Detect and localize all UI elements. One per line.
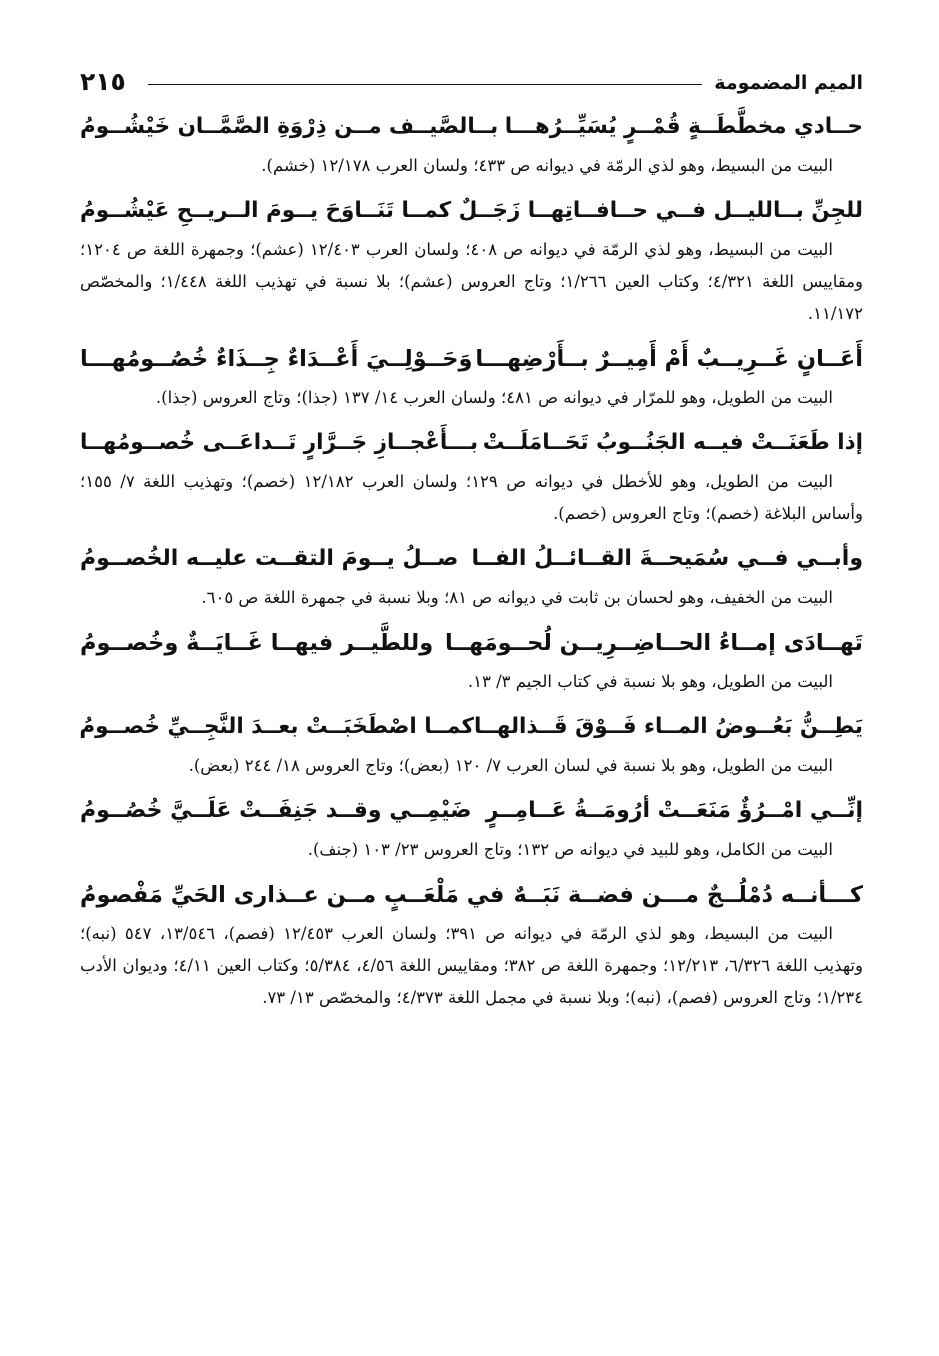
verse-entry — [80, 104, 863, 182]
verse-commentary: البيت من الطويل، وهو بلا نسبة في لسان العرب ٧/ ١٢٠ (بعض)؛ وتاج العروس ١٨/ ٢٤٤ (بعض). — [188, 756, 833, 775]
verse-second-half: وَحَــوْلِــيَ أَعْــدَاءٌ جِــذَاءٌ خُصُــومُهـــا — [80, 346, 473, 372]
verse-second-half: كمــا تَنَــاوَحَ يــومَ الــريــحِ عَيْشُــومُ — [80, 198, 452, 223]
running-title: الميم المضمومة — [714, 72, 863, 94]
verse-first-half: تَهــادَى إمــاءُ الحــاضِــرِيــن لُحــومَهــا — [445, 630, 863, 656]
verse-line — [80, 188, 863, 234]
verse-first-half: أَعَــانٍ غَــرِيــبٌ أَمْ أَمِيــرٌ بــأَرْضِهـــا — [475, 346, 863, 372]
verse-entry — [80, 536, 863, 614]
verse-commentary: البيت من الطويل، وهو بلا نسبة في كتاب الجيم ٣/ ١٣. — [467, 672, 833, 691]
verse-commentary: البيت من الخفيف، وهو لحسان بن ثابت في ديوانه ص ٨١؛ وبلا نسبة في جمهرة اللغة ص ٦٠٥. — [201, 588, 833, 607]
verse-entry — [80, 872, 863, 1014]
verse-second-half: بـــأَعْجــازِ جَــرَّارٍ تَــداعَــى خُصــومُهــا — [80, 430, 479, 455]
verse-commentary: البيت من الطويل، وهو للأخطل في ديوانه ص ١٢٩؛ ولسان العرب ١٢/١٨٢ (خصم)؛ وتهذيب اللغة ٧/ ١٥٥؛ وأساس البلاغة (خصم)؛ وتاج العروس (خصم). — [80, 472, 863, 523]
verse-entry — [80, 704, 863, 782]
verse-commentary: البيت من البسيط، وهو لذي الرمّة في ديوانه ص ٤٣٣؛ ولسان العرب ١٢/١٧٨ (خشم). — [261, 156, 833, 175]
verse-second-half: في مَلْعَــبٍ مــن عــذارى الحَيِّ مَفْصومُ — [80, 882, 505, 908]
verse-line — [80, 788, 863, 834]
verse-entry — [80, 788, 863, 866]
verse-commentary: البيت من البسيط، وهو لذي الرمّة في ديوانه ص ٤٠٨؛ ولسان العرب ١٢/٤٠٣ (عشم)؛ وجمهرة اللغة ص ١٢٠٤؛ ومقاييس اللغة ٤/٣٢١؛ وكتاب العين ١/٢٦٦؛ وتاج العروس (عشم)؛ بلا نسبة في تهذيب اللغة ١/٤٤٨؛ والمخصّص ١١/١٧٢. — [80, 240, 863, 323]
verse-line — [80, 704, 863, 750]
verse-entry — [80, 620, 863, 698]
verse-first-half: للجِنِّ بــالليــل فــي حــافــاتِهــا زَجَــلٌ — [458, 198, 863, 223]
verse-first-half: حــادي مخطَّطَــةٍ قُمْــرٍ يُسَيِّــرُهـــا — [504, 114, 863, 139]
verse-commentary: البيت من الطويل، وهو للمرّار في ديوانه ص ٤٨١؛ ولسان العرب ١٤/ ١٣٧ (جذا)؛ وتاج العروس (جذا). — [155, 388, 833, 407]
page-number: ٢١٥ — [80, 67, 126, 96]
verse-entry — [80, 336, 863, 414]
verse-line — [80, 620, 863, 666]
verse-first-half: إذا طَعَنَــتْ فيــه الجَنُــوبُ تَحَــامَلَــتْ — [482, 430, 863, 455]
verse-first-half: إنِّــي امْــرُؤٌ مَنَعَــتْ أرُومَــةُ عَــامِــرٍ — [485, 798, 863, 823]
verse-line — [80, 872, 863, 918]
verse-line — [80, 336, 863, 382]
book-page — [80, 52, 863, 1020]
entries-list — [80, 104, 863, 1014]
verse-second-half: صــلُ يــومَ التقــت عليــه الخُصــومُ — [80, 546, 459, 571]
verse-commentary: البيت من البسيط، وهو لذي الرمّة في ديوانه ص ٣٩١؛ ولسان العرب ١٢/٤٥٣ (فصم)، ١٣/٥٤٦، ٥٤٧ (نبه)؛ وتهذيب اللغة ٦/٣٢٦، ١٢/٢١٣؛ وجمهرة اللغة ص ٣٨٢؛ ومقاييس اللغة ٤/٥٦، ٥/٣٨٤؛ وكتاب العين ٤/١١؛ وديوان الأدب ١/٢٣٤؛ وتاج العروس (فصم)، (نبه)؛ وبلا نسبة في مجمل اللغة ٤/٣٧٣؛ والمخصّص ١٣/ ٧٣. — [80, 924, 863, 1007]
verse-line — [80, 536, 863, 582]
verse-first-half: يَطِــنُّ بَعُــوضُ المــاء فَــوْقَ قَــذالهــا — [473, 714, 863, 739]
verse-line — [80, 104, 863, 150]
verse-line — [80, 420, 863, 466]
verse-second-half: وللطَّيــر فيهــا غَــايَــةٌ وخُصــومُ — [80, 630, 434, 656]
verse-second-half: ضَيْمِــي وقــد جَنِفَــتْ عَلَــيَّ خُصُــومُ — [80, 798, 472, 823]
verse-second-half: كمــا اصْطَخَبَــتْ بعــدَ النَّجِــيِّ خُصــومُ — [79, 714, 474, 739]
verse-commentary: البيت من الكامل، وهو للبيد في ديوانه ص ١٣٢؛ وتاج العروس ٢٣/ ١٠٣ (جنف). — [307, 840, 833, 859]
header-rule — [148, 84, 703, 85]
verse-second-half: بــالصَّيــف مــن ذِرْوَةِ الصَّمَّــان خَيْشُــومُ — [80, 114, 499, 139]
verse-first-half: كـــأنــه دُمْلُــجٌ مـــن فضــة نَبَــهٌ — [513, 882, 863, 908]
verse-entry — [80, 420, 863, 530]
page-header — [80, 52, 863, 94]
verse-first-half: وأبــي فــي سُمَيحــةَ القــائــلُ الفــا — [471, 546, 863, 571]
verse-entry — [80, 188, 863, 330]
